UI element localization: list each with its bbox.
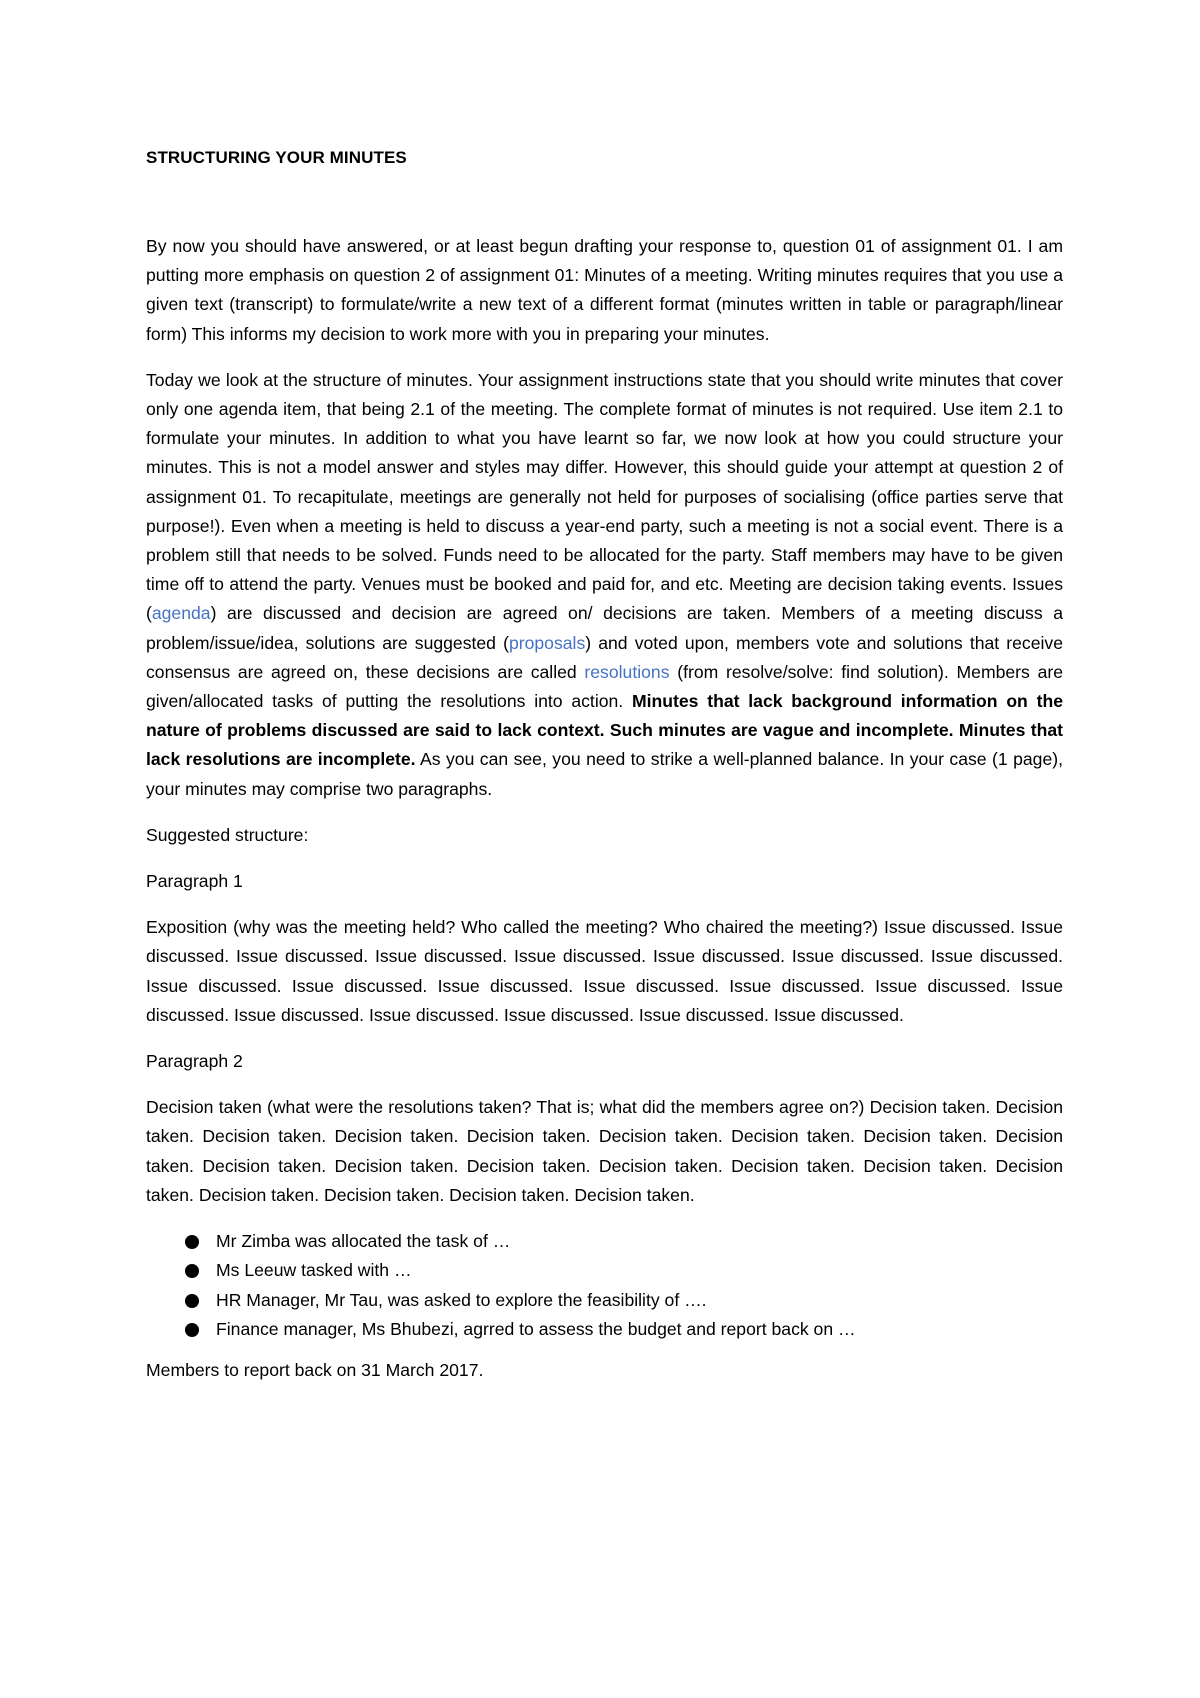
term-proposals: proposals xyxy=(508,632,586,653)
term-resolutions: resolutions xyxy=(584,661,670,682)
closing-line: Members to report back on 31 March 2017. xyxy=(146,1359,484,1380)
bullet-icon xyxy=(185,1323,199,1337)
bullet-icon xyxy=(185,1294,199,1308)
list-item-text: Finance manager, Ms Bhubezi, agrred to assess the budget and report back on … xyxy=(216,1318,856,1339)
paragraph-1-text: Exposition (why was the meeting held? Who called the meeting? Who chaired the meeting?) Issue discussed. Issue discussed. Issue discussed. Issue discussed. Issue discussed. Issue discussed. Issue discussed. Issue discussed. Issue discussed. Issue discussed. Issue discussed. Issue discussed. Issue discussed. Issue discussed. Issue discussed. Issue discussed. Issue discussed. Issue discussed. Issue discussed. Issue discussed. xyxy=(146,917,1063,1025)
term-agenda: agenda xyxy=(151,603,211,624)
list-item-text: Mr Zimba was allocated the task of … xyxy=(216,1231,511,1252)
body-text-4: (from resolve/solve: find solution). Members are given/allocated tasks of putting the resolutions into action. xyxy=(146,661,1063,712)
body-bold-text: Minutes that lack background information on the nature of problems discussed are said to lack context. Such minutes are vague and incomplete. Minutes that lack resolutions are incomplete. xyxy=(146,691,1063,770)
bullet-icon xyxy=(185,1264,199,1278)
body-text-3: ) and voted upon, members vote and solutions that receive consensus are agreed on, these decisions are called xyxy=(146,632,1063,682)
list-item xyxy=(185,1286,1063,1315)
list-item xyxy=(185,1227,1063,1256)
paragraph-2-heading: Paragraph 2 xyxy=(146,1051,243,1072)
suggested-structure-label: Suggested structure: xyxy=(146,824,309,845)
paragraph-1-heading: Paragraph 1 xyxy=(146,871,243,892)
body-text-1: Today we look at the structure of minutes. Your assignment instructions state that you should write minutes that cover only one agenda item, that being 2.1 of the meeting. The complete format of minutes is not required. Use item 2.1 to formulate your minutes. In addition to what you have learnt so far, we now look at how you could structure your minutes. This is not a model answer and styles may differ. However, this should guide your attempt at question 2 of assignment 01. To recapitulate, meetings are generally not held for purposes of socialising (office parties serve that purpose!). Even when a meeting is held to discuss a year-end party, such a meeting is not a social event. There is a problem still that needs to be solved. Funds need to be allocated for the party. Staff members may have to be given time off to attend the party. Venues must be booked and paid for, and etc. Meeting are decision taking events. Issues ( xyxy=(146,369,1063,624)
list-item xyxy=(185,1256,1063,1285)
body-text-2: ) are discussed and decision are agreed on/ decisions are taken. Members of a meeting discuss a problem/issue/idea, solutions are suggested ( xyxy=(146,603,1063,653)
list-item-text: HR Manager, Mr Tau, was asked to explore the feasibility of …. xyxy=(216,1289,707,1310)
body-paragraph xyxy=(146,366,1063,804)
bullet-icon xyxy=(185,1235,199,1249)
document-title: STRUCTURING YOUR MINUTES xyxy=(146,148,407,167)
intro-paragraph: By now you should have answered, or at least begun drafting your response to, question 01 of assignment 01. I am putting more emphasis on question 2 of assignment 01: Minutes of a meeting. Writing minutes requires that you use a given text (transcript) to formulate/write a new text of a different format (minutes written in table or paragraph/linear form) This informs my decision to work more with you in preparing your minutes. xyxy=(146,236,1063,344)
task-bullet-list xyxy=(146,1227,1063,1344)
paragraph-2-text: Decision taken (what were the resolutions taken? That is; what did the members agree on?) Decision taken. Decision taken. Decision taken. Decision taken. Decision taken. Decision taken. Decision taken. Decision taken. Decision taken. Decision taken. Decision taken. Decision taken. Decision taken. Decision taken. Decision taken. Decision taken. Decision taken. Decision taken. Decision taken. Decision taken. xyxy=(146,1097,1063,1205)
list-item xyxy=(185,1315,1063,1344)
list-item-text: Ms Leeuw tasked with … xyxy=(216,1260,412,1281)
body-text-5: As you can see, you need to strike a well-planned balance. In your case (1 page), your minutes may comprise two paragraphs. xyxy=(146,749,1063,799)
